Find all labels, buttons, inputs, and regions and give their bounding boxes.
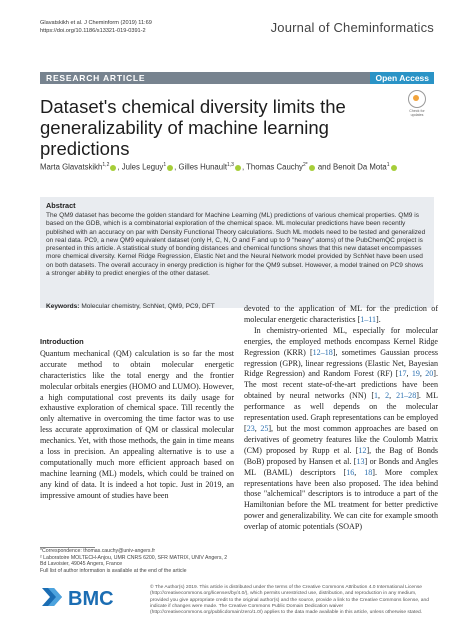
orcid-icon[interactable]	[235, 165, 241, 171]
col2-paragraph-1	[244, 304, 438, 326]
col2-paragraph-2	[244, 326, 438, 533]
author-name[interactable]: Thomas Cauchy	[246, 162, 303, 172]
license-text: © The Author(s) 2019. This article is distributed under the terms of the Creative Commons Attribution 4.0 International License (http://creativecommons.org/licenses/by/4.0/), which permits unrestricted use, distribution, and reproduction in any medium, provided you give appropriate credit to the original author(s) and the source, provide a link to the Creative Commons license, and indicate if changes were made. The Creative Commons Public Domain Dedication waiver (http://creativecommons.org/publicdomain/zero/1.0/) applies to the data made available in this article, unless otherwise stated.	[150, 585, 429, 616]
col2-text-segment: ] or Bonds and Angles ML (BAML) descriptors [	[244, 456, 438, 477]
orcid-icon[interactable]	[309, 165, 315, 171]
col2-text-segment: ]. ML performance as well depends on the molecular representation used. Graph representations can be employed [	[244, 391, 438, 433]
col2-p1-text: devoted to the application of ML for the prediction of molecular energetic characteristics [	[244, 304, 438, 324]
reference-link[interactable]: 1–11	[360, 314, 377, 324]
bmc-logo	[40, 585, 132, 610]
author-affiliation: 1,3	[227, 162, 234, 168]
author-affiliation: 2*	[302, 162, 308, 168]
reference-link[interactable]: 19	[411, 369, 420, 379]
article-type-label: RESEARCH ARTICLE	[46, 73, 146, 83]
reference-link[interactable]: 16	[346, 467, 355, 477]
reference-link[interactable]: 18	[364, 467, 373, 477]
article-title: Dataset's chemical diversity limits the generalizability of machine learning predictions	[40, 96, 346, 159]
check-updates-label: Check for updates	[409, 109, 425, 117]
reference-link[interactable]: 21–28	[396, 391, 417, 401]
reference-link[interactable]: 1	[374, 391, 379, 401]
author-name[interactable]: Marta Glavatskikh	[40, 162, 103, 172]
abstract-text: The QM9 dataset has become the golden standard for Machine Learning (ML) predictions of various chemical properties. QM9 is based on the GDB, which is a combinatorial exploration of the chemical space. ML molecular predictions have been recently published with an accuracy on par with Density Functional Theory calculations. Such ML models need to be tested and generalized on real data. PC9, a new QM9 equivalent dataset (only H, C, N, O and F and up to 9 "heavy" atoms) of the PubChemQC project is presented in this article. A statistical study of bonding distances and chemical functions shows that this new dataset encompasses more chemical diversity. Kernel Ridge Regression, Elastic Net and the Neural Network model provided by SchNet have been used on both datasets. The overall accuracy in energy prediction is higher for the QM9 subset. However, a model trained on PC9 shows a stronger ability to predict energies of the other dataset.	[46, 212, 426, 278]
col2-text-segment: ,	[354, 467, 365, 477]
author-list: Marta Glavatskikh$^{1,2}$ , Jules Leguy$^1$ , Gilles Hunault$^{1,3}$ , Thomas Cauchy$^{2*}$ and Benoit Da Mota$^1$	[40, 162, 440, 172]
col2-text-segment: ,	[419, 369, 426, 379]
citation-authors: Glavatskikh et al. J Cheminform	[40, 20, 119, 26]
intro-column	[40, 337, 234, 502]
reference-link[interactable]: 2	[385, 391, 390, 401]
reference-link[interactable]: 13	[356, 456, 365, 466]
col2-text-segment: ]. The most recent state-of-the-art predictions have been obtained by neural networks (NN) [	[244, 369, 438, 401]
reference-link[interactable]: 12–18	[312, 347, 333, 357]
col2-text-segment: ,	[378, 391, 386, 401]
intro-heading: Introduction	[40, 337, 84, 346]
col2-text-segment: ], but the most common approaches are based on derivatives of geometry features like the Coulomb Matrix (CM) proposed by Rupp et al. [	[244, 423, 438, 455]
author-info-note: Full list of author information is available at the end of the article	[40, 567, 187, 574]
author-affiliation: 1	[163, 162, 167, 168]
footnote	[40, 548, 230, 574]
check-updates-icon	[408, 90, 426, 108]
reference-link[interactable]: 23	[246, 423, 255, 433]
doi-link[interactable]: https://doi.org/10.1186/s13321-019-0391-2	[40, 28, 146, 34]
open-access-badge: Open Access	[370, 72, 434, 84]
keywords-label: Keywords:	[46, 303, 80, 310]
reference-link[interactable]: 25	[260, 423, 269, 433]
col2-text-segment: ], the Bag of Bonds (BoB) proposed by Hansen et al. [	[244, 445, 438, 466]
abstract-heading: Abstract	[46, 201, 76, 210]
orcid-icon[interactable]	[391, 165, 397, 171]
author-affiliation: 1	[386, 162, 390, 168]
col2-text-segment: ,	[389, 391, 397, 401]
citation-year: (2019) 11:69	[120, 20, 152, 26]
orcid-icon[interactable]	[110, 165, 116, 171]
author-name[interactable]: Jules Leguy	[121, 162, 164, 172]
author-name[interactable]: Benoit Da Mota	[333, 162, 387, 172]
col2-p1-end: ].	[376, 314, 381, 324]
bmc-logo-text: BMC	[68, 588, 114, 610]
col2-text-segment: ], sometimes Gaussian process regression (GPR), linear regressions (Elastic Net, Bayesian Ridge Regression) and Random Forest (RF) [	[244, 347, 438, 379]
affiliation: ² Laboratoire MOLTECH-Anjou, UMR CNRS 6200, SFR MATRIX, UNIV Angers, 2 Bd Lavoisier, 49045 Angers, France	[40, 554, 228, 568]
bmc-logo-mark	[42, 588, 62, 606]
journal-name: Journal of Cheminformatics	[270, 20, 434, 35]
keywords-text: Molecular chemistry, SchNet, QM9, PC9, DFT	[81, 303, 215, 310]
reference-link[interactable]: 20	[425, 369, 434, 379]
citation-line	[40, 20, 152, 28]
col2-text-segment: ,	[254, 423, 261, 433]
author-name[interactable]: Gilles Hunault	[178, 162, 227, 172]
check-for-updates-button[interactable]	[404, 90, 430, 117]
col2-text-segment: ]. More complex representations have been also proposed. The idea behind those "alchemical" descriptors is to introduce a part of the Hamiltonian before the ML treatment for better predictive power and generalizability. We can cite for example smooth overlap of atomic potentials (SOAP)	[244, 467, 439, 532]
col2-text-segment: In chemistry-oriented ML, especially for molecular energies, the employed methods encompass Kernel Ridge Regression (KRR) [	[244, 325, 438, 357]
abstract-box	[40, 197, 434, 308]
reference-link[interactable]: 12	[358, 445, 367, 455]
orcid-icon[interactable]	[167, 165, 173, 171]
reference-link[interactable]: 17	[398, 369, 407, 379]
right-column	[244, 304, 438, 533]
col2-text-segment: ,	[406, 369, 412, 379]
intro-paragraph: Quantum mechanical (QM) calculation is so far the most accurate method to obtain molecular energetic characteristics like the total energy and the frontier molecular orbitals energies (HOMO and LUMO). However, a high computational cost prevents its daily usage for exhaustive exploration of chemical space. Till recently the only alternative in overcoming the time factor was to use less accurate approximation of QM or classical molecular mechanics. Yet, with those methods, the gain in time means a loss in precision. An appealing alternative is to use a computationally much more efficient approach based on machine learning (ML) models, which could be trained on any kind of data. It is indeed a hot topic. Just in 2019, an impressive amount of studies have been	[40, 348, 234, 500]
author-affiliation: 1,2	[102, 162, 110, 168]
correspondence: *Correspondence: thomas.cauchy@univ-angers.fr	[40, 548, 156, 554]
